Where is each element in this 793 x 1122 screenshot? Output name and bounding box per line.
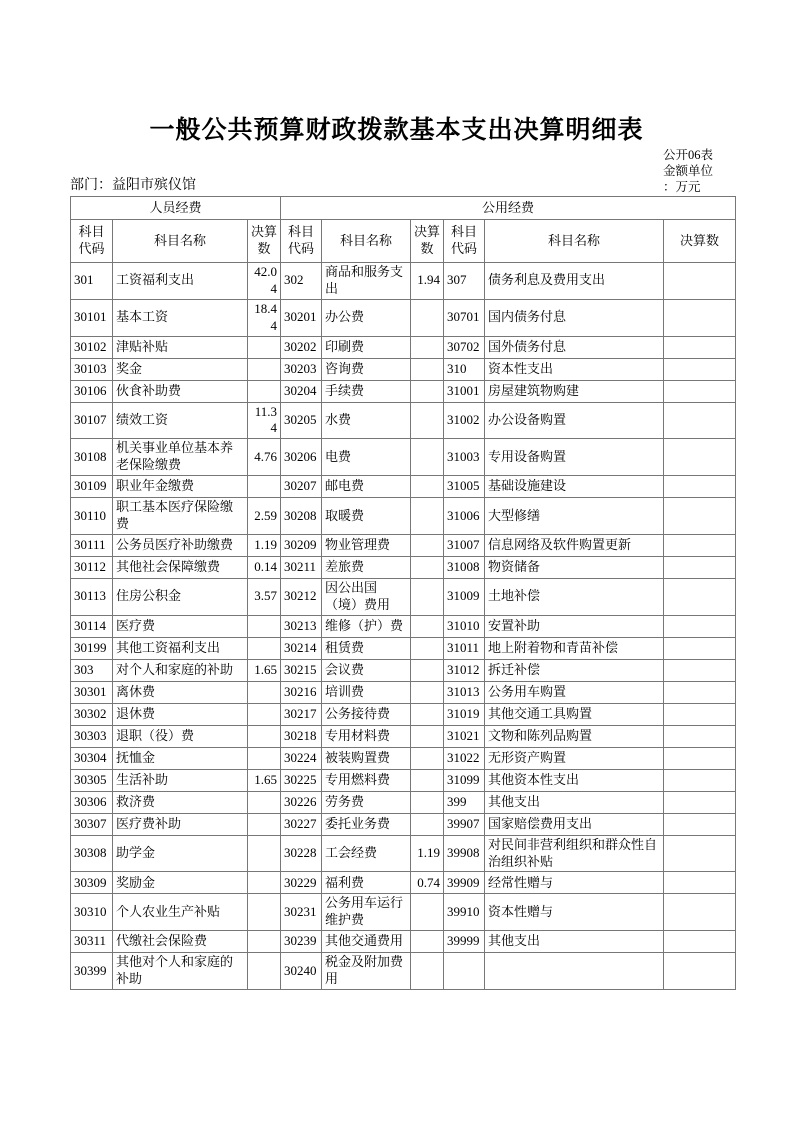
subject-name-cell: 奖金 [113,358,248,380]
amount-cell [411,681,444,703]
subject-code-cell: 30108 [71,439,113,476]
amount-cell [411,402,444,439]
amount-cell: 4.76 [248,439,281,476]
subject-name-cell: 离休费 [113,681,248,703]
col-header-amount: 决算数 [248,220,281,263]
amount-cell [411,747,444,769]
subject-name-cell: 委托业务费 [322,813,411,835]
subject-name-cell: 手续费 [322,380,411,402]
amount-cell [411,813,444,835]
amount-cell [411,931,444,953]
subject-code-cell: 301 [71,263,113,300]
subject-name-cell: 拆迁补偿 [485,659,664,681]
unit-note-line1: 金额单位 [663,164,714,178]
subject-code-cell: 30240 [281,953,322,990]
subject-code-cell: 30205 [281,402,322,439]
amount-cell [411,769,444,791]
subject-name-cell: 其他支出 [485,931,664,953]
subject-name-cell: 商品和服务支出 [322,263,411,300]
subject-name-cell: 土地补偿 [485,578,664,615]
subject-code-cell: 30239 [281,931,322,953]
subject-name-cell: 退职（役）费 [113,725,248,747]
subject-name-cell: 对个人和家庭的补助 [113,659,248,681]
amount-cell [411,615,444,637]
subject-name-cell: 基础设施建设 [485,476,664,498]
amount-cell [411,791,444,813]
amount-cell [664,872,736,894]
subject-code-cell: 30225 [281,769,322,791]
subject-name-cell: 个人农业生产补贴 [113,894,248,931]
amount-cell [664,703,736,725]
subject-code-cell: 30201 [281,299,322,336]
amount-cell: 1.65 [248,659,281,681]
amount-cell [411,476,444,498]
subject-name-cell: 资本性支出 [485,358,664,380]
subject-code-cell: 30204 [281,380,322,402]
subject-code-cell: 307 [444,263,485,300]
table-row [71,380,736,402]
subject-name-cell: 其他工资福利支出 [113,637,248,659]
subject-name-cell: 助学金 [113,835,248,872]
subject-code-cell: 30227 [281,813,322,835]
amount-cell [664,534,736,556]
amount-cell [411,578,444,615]
table-row [71,263,736,300]
amount-cell [248,358,281,380]
subject-code-cell: 30113 [71,578,113,615]
subject-name-cell: 基本工资 [113,299,248,336]
subject-name-cell: 培训费 [322,681,411,703]
subject-name-cell: 资本性赠与 [485,894,664,931]
table-row [71,556,736,578]
table-row [71,813,736,835]
subject-code-cell: 30209 [281,534,322,556]
subject-name-cell: 职工基本医疗保险缴费 [113,498,248,535]
subject-code-cell: 31019 [444,703,485,725]
amount-cell [248,835,281,872]
subject-code-cell: 30301 [71,681,113,703]
amount-cell [664,615,736,637]
subject-name-cell: 印刷费 [322,336,411,358]
amount-cell: 1.65 [248,769,281,791]
amount-cell: 1.19 [411,835,444,872]
subject-code-cell: 399 [444,791,485,813]
amount-cell [248,747,281,769]
subject-name-cell: 被装购置费 [322,747,411,769]
subject-code-cell: 31001 [444,380,485,402]
subject-code-cell: 30303 [71,725,113,747]
subject-name-cell: 维修（护）费 [322,615,411,637]
amount-cell [664,769,736,791]
amount-cell: 1.94 [411,263,444,300]
subject-name-cell [485,953,664,990]
amount-cell: 0.74 [411,872,444,894]
amount-cell [664,931,736,953]
subject-name-cell: 文物和陈列品购置 [485,725,664,747]
subject-name-cell: 公务接待费 [322,703,411,725]
amount-cell [664,263,736,300]
budget-table [70,196,736,990]
subject-code-cell: 30224 [281,747,322,769]
subject-code-cell: 30701 [444,299,485,336]
amount-cell [664,299,736,336]
amount-cell [411,380,444,402]
subject-code-cell: 39908 [444,835,485,872]
table-row [71,791,736,813]
subject-code-cell: 30111 [71,534,113,556]
subject-name-cell: 无形资产购置 [485,747,664,769]
amount-cell [248,953,281,990]
subject-code-cell: 39907 [444,813,485,835]
subject-code-cell: 30214 [281,637,322,659]
subject-name-cell: 公务员医疗补助缴费 [113,534,248,556]
amount-cell [664,380,736,402]
subject-code-cell: 30207 [281,476,322,498]
subject-name-cell: 对民间非营利组织和群众性自治组织补贴 [485,835,664,872]
amount-cell [664,659,736,681]
subject-name-cell: 退休费 [113,703,248,725]
amount-cell [664,953,736,990]
subject-code-cell: 30305 [71,769,113,791]
subject-code-cell: 30212 [281,578,322,615]
amount-cell [411,358,444,380]
amount-cell [664,681,736,703]
subject-name-cell: 经常性赠与 [485,872,664,894]
subject-name-cell: 国家赔偿费用支出 [485,813,664,835]
table-row [71,747,736,769]
table-row [71,578,736,615]
subject-name-cell: 专用材料费 [322,725,411,747]
subject-code-cell: 30203 [281,358,322,380]
amount-cell [664,578,736,615]
subject-code-cell: 30309 [71,872,113,894]
table-row [71,439,736,476]
amount-cell [411,659,444,681]
amount-cell [411,556,444,578]
subject-name-cell: 住房公积金 [113,578,248,615]
subject-code-cell: 31009 [444,578,485,615]
amount-cell [411,894,444,931]
amount-cell [248,894,281,931]
subject-name-cell: 其他交通费用 [322,931,411,953]
subject-name-cell: 公务用车购置 [485,681,664,703]
subject-code-cell: 302 [281,263,322,300]
subject-code-cell: 30112 [71,556,113,578]
amount-cell [664,791,736,813]
amount-cell [664,498,736,535]
amount-cell [664,476,736,498]
subject-code-cell: 30308 [71,835,113,872]
amount-cell: 0.14 [248,556,281,578]
table-row [71,498,736,535]
subject-code-cell: 30102 [71,336,113,358]
amount-cell [664,358,736,380]
table-row [71,402,736,439]
subject-name-cell: 房屋建筑物购建 [485,380,664,402]
amount-cell [411,336,444,358]
subject-name-cell: 办公设备购置 [485,402,664,439]
subject-name-cell: 劳务费 [322,791,411,813]
amount-cell [411,534,444,556]
subject-code-cell: 39909 [444,872,485,894]
table-row [71,299,736,336]
subject-name-cell: 差旅费 [322,556,411,578]
table-row [71,725,736,747]
subject-code-cell: 31006 [444,498,485,535]
subject-code-cell: 30114 [71,615,113,637]
amount-cell [411,703,444,725]
subject-name-cell: 生活补助 [113,769,248,791]
subject-code-cell: 39999 [444,931,485,953]
subject-name-cell: 因公出国（境）费用 [322,578,411,615]
department-label: 部门：益阳市殡仪馆 [70,178,196,193]
subject-code-cell: 31007 [444,534,485,556]
amount-cell [248,637,281,659]
subject-name-cell: 救济费 [113,791,248,813]
amount-cell [664,556,736,578]
table-row [71,659,736,681]
subject-code-cell [444,953,485,990]
subject-name-cell: 邮电费 [322,476,411,498]
amount-cell [411,439,444,476]
table-row [71,703,736,725]
amount-cell: 3.57 [248,578,281,615]
form-number-note: 公开06表 [663,148,714,162]
subject-name-cell: 咨询费 [322,358,411,380]
table-body [71,263,736,990]
subject-code-cell: 303 [71,659,113,681]
subject-code-cell: 30217 [281,703,322,725]
col-header-subject-code: 科目代码 [444,220,485,263]
subject-code-cell: 31005 [444,476,485,498]
amount-cell: 1.19 [248,534,281,556]
subject-name-cell: 信息网络及软件购置更新 [485,534,664,556]
subject-name-cell: 国外债务付息 [485,336,664,358]
subject-code-cell: 30213 [281,615,322,637]
subject-code-cell: 30226 [281,791,322,813]
subject-name-cell: 专用设备购置 [485,439,664,476]
subject-code-cell: 30228 [281,835,322,872]
subject-code-cell: 31011 [444,637,485,659]
subject-code-cell: 30311 [71,931,113,953]
subject-code-cell: 30306 [71,791,113,813]
section-header-personnel: 人员经费 [71,197,281,220]
col-header-subject-name: 科目名称 [322,220,411,263]
subject-code-cell: 30101 [71,299,113,336]
subject-code-cell: 30106 [71,380,113,402]
subject-code-cell: 30307 [71,813,113,835]
section-header-public: 公用经费 [281,197,736,220]
subject-name-cell: 其他对个人和家庭的补助 [113,953,248,990]
amount-cell: 18.44 [248,299,281,336]
subject-code-cell: 30103 [71,358,113,380]
amount-cell [664,747,736,769]
amount-cell [664,813,736,835]
subject-code-cell: 30202 [281,336,322,358]
amount-cell [248,380,281,402]
subject-code-cell: 31022 [444,747,485,769]
amount-cell: 42.04 [248,263,281,300]
subject-code-cell: 31010 [444,615,485,637]
subject-name-cell: 办公费 [322,299,411,336]
subject-name-cell: 国内债务付息 [485,299,664,336]
subject-code-cell: 30211 [281,556,322,578]
table-row [71,534,736,556]
subject-name-cell: 津贴补贴 [113,336,248,358]
table-row [71,336,736,358]
amount-cell: 2.59 [248,498,281,535]
subject-name-cell: 地上附着物和青苗补偿 [485,637,664,659]
subject-code-cell: 30302 [71,703,113,725]
subject-name-cell: 职业年金缴费 [113,476,248,498]
subject-code-cell: 39910 [444,894,485,931]
meta-notes [663,147,713,195]
page-title: 一般公共预算财政拨款基本支出决算明细表 [149,117,644,144]
amount-cell [411,725,444,747]
subject-code-cell: 30199 [71,637,113,659]
subject-name-cell: 债务利息及费用支出 [485,263,664,300]
table-row [71,615,736,637]
subject-name-cell: 其他资本性支出 [485,769,664,791]
amount-cell [411,299,444,336]
table-row [71,769,736,791]
subject-name-cell: 代缴社会保险费 [113,931,248,953]
subject-name-cell: 物业管理费 [322,534,411,556]
subject-name-cell: 电费 [322,439,411,476]
amount-cell [664,439,736,476]
subject-name-cell: 专用燃料费 [322,769,411,791]
table-row [71,637,736,659]
col-header-amount: 决算数 [411,220,444,263]
subject-code-cell: 31013 [444,681,485,703]
column-header-row [71,220,736,263]
subject-code-cell: 30110 [71,498,113,535]
subject-code-cell: 30218 [281,725,322,747]
amount-cell [411,953,444,990]
amount-cell [248,872,281,894]
amount-cell [664,637,736,659]
unit-note-line2: ：万元 [663,180,701,194]
col-header-subject-name: 科目名称 [113,220,248,263]
subject-name-cell: 奖励金 [113,872,248,894]
amount-cell: 11.34 [248,402,281,439]
subject-code-cell: 30208 [281,498,322,535]
table-row [71,358,736,380]
col-header-amount: 决算数 [664,220,736,263]
amount-cell [248,703,281,725]
amount-cell [248,336,281,358]
amount-cell [664,402,736,439]
subject-name-cell: 工资福利支出 [113,263,248,300]
subject-name-cell: 机关事业单位基本养老保险缴费 [113,439,248,476]
amount-cell [248,476,281,498]
subject-name-cell: 安置补助 [485,615,664,637]
subject-code-cell: 30229 [281,872,322,894]
subject-name-cell: 抚恤金 [113,747,248,769]
subject-code-cell: 30310 [71,894,113,931]
subject-name-cell: 福利费 [322,872,411,894]
subject-name-cell: 其他社会保障缴费 [113,556,248,578]
amount-cell [248,615,281,637]
subject-code-cell: 31012 [444,659,485,681]
subject-code-cell: 30216 [281,681,322,703]
subject-name-cell: 取暖费 [322,498,411,535]
amount-cell [248,791,281,813]
amount-cell [411,498,444,535]
col-header-subject-name: 科目名称 [485,220,664,263]
subject-name-cell: 绩效工资 [113,402,248,439]
col-header-subject-code: 科目代码 [281,220,322,263]
subject-name-cell: 工会经费 [322,835,411,872]
table-row [71,835,736,872]
subject-name-cell: 公务用车运行维护费 [322,894,411,931]
amount-cell [664,725,736,747]
section-header-row [71,197,736,220]
subject-name-cell: 其他支出 [485,791,664,813]
subject-code-cell: 30231 [281,894,322,931]
table-row [71,476,736,498]
amount-cell [248,813,281,835]
subject-code-cell: 30399 [71,953,113,990]
table-row [71,681,736,703]
subject-code-cell: 30206 [281,439,322,476]
subject-code-cell: 310 [444,358,485,380]
subject-code-cell: 30215 [281,659,322,681]
subject-code-cell: 31002 [444,402,485,439]
subject-code-cell: 31003 [444,439,485,476]
subject-name-cell: 税金及附加费用 [322,953,411,990]
amount-cell [664,336,736,358]
subject-name-cell: 租赁费 [322,637,411,659]
subject-name-cell: 水费 [322,402,411,439]
subject-code-cell: 30702 [444,336,485,358]
subject-code-cell: 31099 [444,769,485,791]
subject-code-cell: 31021 [444,725,485,747]
amount-cell [248,681,281,703]
table-row [71,872,736,894]
amount-cell [248,931,281,953]
subject-code-cell: 30107 [71,402,113,439]
amount-cell [248,725,281,747]
subject-name-cell: 医疗费 [113,615,248,637]
table-row [71,953,736,990]
subject-name-cell: 其他交通工具购置 [485,703,664,725]
amount-cell [411,637,444,659]
subject-code-cell: 30109 [71,476,113,498]
subject-name-cell: 物资储备 [485,556,664,578]
subject-name-cell: 伙食补助费 [113,380,248,402]
table-row [71,894,736,931]
col-header-subject-code: 科目代码 [71,220,113,263]
subject-code-cell: 30304 [71,747,113,769]
amount-cell [664,835,736,872]
subject-name-cell: 医疗费补助 [113,813,248,835]
amount-cell [664,894,736,931]
subject-code-cell: 31008 [444,556,485,578]
table-row [71,931,736,953]
subject-name-cell: 会议费 [322,659,411,681]
subject-name-cell: 大型修缮 [485,498,664,535]
